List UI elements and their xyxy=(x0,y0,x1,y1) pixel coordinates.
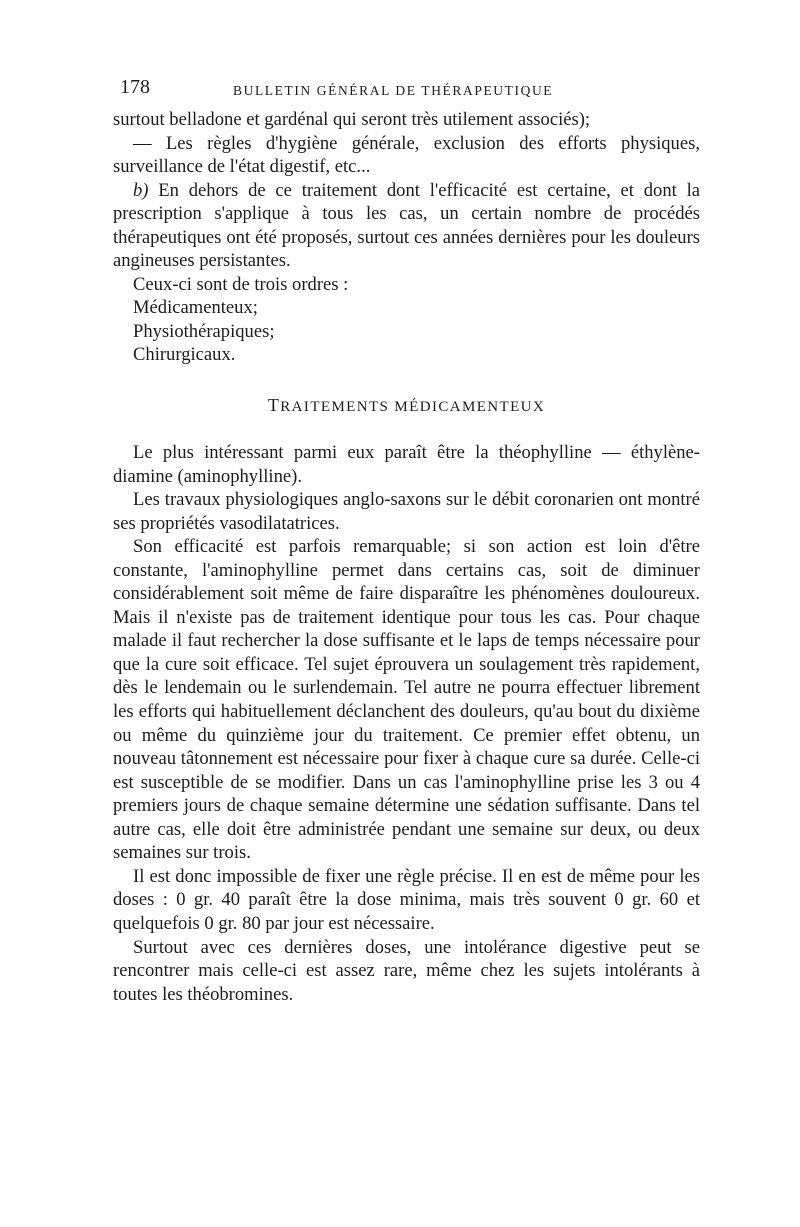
section-heading-initial: T xyxy=(267,395,281,416)
paragraph-other-procedures-text: En dehors de ce traitement dont l'efficacité est certaine, et dont la prescription s'applique à tous les cas, un certain nombre de procédés thérapeutiques ont été proposés, surtout ces années dernières pour les douleurs angineuses persistantes. xyxy=(113,179,700,272)
order-item-3: Chirurgicaux. xyxy=(133,344,236,366)
section-paragraph-2: Les travaux physiologiques anglo-saxons sur le débit coronarien ont montré ses propriétés vasodilatatrices. xyxy=(113,489,700,534)
body-text xyxy=(113,108,700,1006)
page-header xyxy=(113,74,700,108)
section-paragraph-3: Son efficacité est parfois remarquable; si son action est loin d'être constante, l'aminophylline permet dans certains cas, soit de diminuer considérablement soit même de faire disparaître les phénomènes douloureux. Mais il n'existe pas de traitement identique pour tous les cas. Pour chaque malade il faut rechercher la dose suffisante et le laps de temps nécessaire pour que la cure soit efficace. Tel sujet éprouvera un soulagement très rapidement, dès le lendemain ou le surlendemain. Tel autre ne pourra effectuer librement les efforts qui habituellement déclanchent des douleurs, qu'au bout du dixième ou même du quinzième jour du traitement. Ce premier effet obtenu, un nouveau tâtonnement est nécessaire pour fixer à chaque cure sa durée. Celle-ci est susceptible de se modifier. Dans un cas l'aminophylline prise les 3 ou 4 premiers jours de chaque semaine détermine une sédation suffisante. Dans tel autre cas, elle doit être administrée pendant une semaine sur deux, ou deux semaines sur trois. xyxy=(113,536,700,864)
order-item-1: Médicamenteux; xyxy=(133,297,258,319)
page-number: 178 xyxy=(120,76,150,98)
paragraph-three-orders: Ceux-ci sont de trois ordres : xyxy=(133,273,349,295)
paragraph-hygiene: — Les règles d'hygiène générale, exclusion des efforts physiques, surveillance de l'état digestif, etc... xyxy=(113,132,700,178)
section-paragraph-5: Surtout avec ces dernières doses, une intolérance digestive peut se rencontrer mais celle-ci est assez rare, même chez les sujets intolérants à toutes les théobromines. xyxy=(113,936,700,1005)
paragraph-continuation: surtout belladone et gardénal qui seront très utilement associés); xyxy=(113,109,591,130)
section-paragraph-4: Il est donc impossible de fixer une règle précise. Il en est de même pour les doses : 0 gr. 40 paraît être la dose minima, mais très souvent 0 gr. 60 et quelquefois 0 gr. 80 par jour est nécessaire. xyxy=(113,865,700,934)
section-heading xyxy=(113,395,700,415)
section-paragraph-1: Le plus intéressant parmi eux paraît être la théophylline — éthylène-diamine (aminophylline). xyxy=(113,442,700,487)
section-heading-rest: RAITEMENTS MÉDICAMENTEUX xyxy=(280,399,546,416)
running-title: BULLETIN GÉNÉRAL DE THÉRAPEUTIQUE xyxy=(233,83,554,98)
paragraph-other-procedures xyxy=(113,179,700,273)
order-item-2: Physiothérapiques; xyxy=(133,320,275,342)
list-marker-b: b) xyxy=(133,179,149,201)
